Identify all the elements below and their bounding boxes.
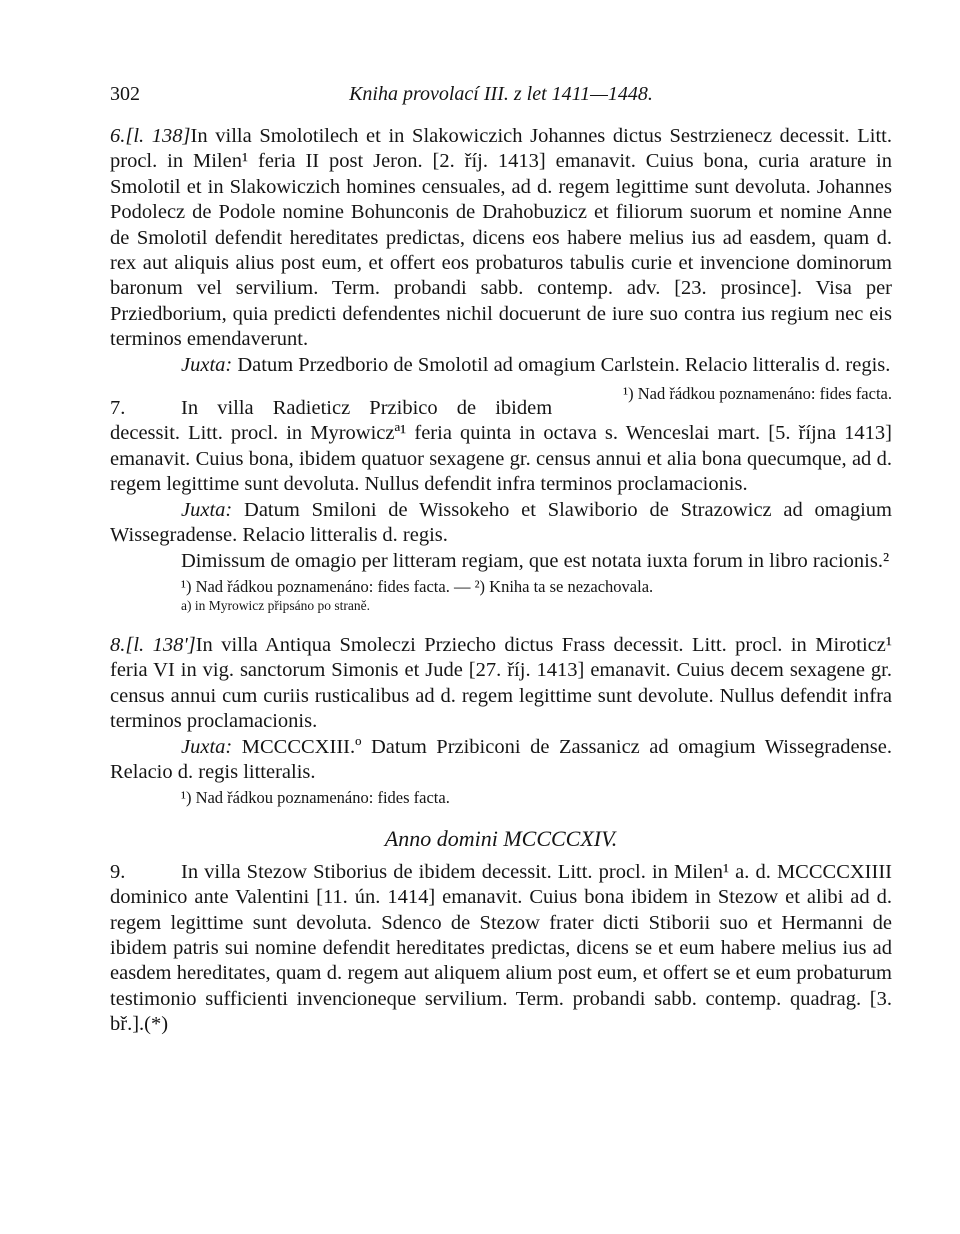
entry-7-body	[110, 396, 892, 498]
entry-number: 7.	[110, 397, 126, 420]
juxta-label: Juxta:	[181, 498, 233, 521]
year-heading: Anno domini MCCCCXIV.	[384, 826, 618, 852]
entry-text: In villa Stezow Stiborius de ibidem decessit. Litt. procl. in Milen¹ a. d. MCCCCXIIII dominico ante Valentini [11. ún. 1414] emanavit. Cuius bona ibidem in Stezow et alibi ad d. regem legittime sunt devoluta. Sdenco de Stezow frater dicti Stiborii suo et Hermanni de ibidem patris sui nomine defendit hereditates predictas, dicens se et eum habere melius ius ad easdem hereditates, quam d. regem aut aliquem alium post eum, et offert se et eum probaturum testimonio sufficienti invencioneque servilium. Term. probandi sabb. contemp. quadrag. [3. bř.].(*)	[110, 860, 892, 1036]
juxta-text: Datum Przedborio de Smolotil ad omagium Carlstein. Relacio litteralis d. regis.	[237, 353, 891, 376]
juxta-text: MCCCCXIII.º Datum Przibiconi de Zassanicz ad omagium Wissegradense. Relacio d. regis litteralis.	[110, 735, 892, 783]
entry-8-footnote: ¹) Nad řádkou poznamenáno: fides facta.	[181, 788, 450, 808]
entry-7-extra: Dimissum de omagio per litteram regiam, que est notata iuxta forum in libro racionis.²	[181, 549, 890, 572]
entry-text: In villa Antiqua Smoleczi Prziecho dictus Frass decessit. Litt. procl. in Miroticz¹ feria VI in vig. sanctorum Simonis et Jude [27. říj. 1413] emanavit. Cuius decem sexagene gr. census annui cum curiis rusticalibus ad d. regem legittime sunt devolute. Nullus defendit infra terminos proclamacionis.	[110, 633, 892, 733]
entry-6-footnote: ¹) Nad řádkou poznamenáno: fides facta.	[623, 384, 892, 404]
entry-9-body	[110, 860, 892, 1038]
entry-6	[110, 124, 892, 404]
entry-8-juxta	[110, 735, 892, 786]
page-body	[110, 124, 892, 1038]
juxta-label: Juxta:	[181, 353, 233, 376]
entry-7-juxta	[110, 498, 892, 549]
entry-6-juxta	[110, 353, 892, 404]
entry-text: In villa Smolotilech et in Slakowiczich Johannes dictus Sestrzienecz decessit. Litt. procl. in Milen¹ feria II post Jeron. [2. říj. 1413] emanavit. Cuius bona, curia arature in Smolotil et in Slakowiczich homines censuales, ad d. regem legittime sunt devoluta. Johannes Podolecz de Podole nomine Bohunconis de Drahobuzicz et filiorum suorum et nomine Anne de Smolotil defendit hereditates predictas, dicens eos habere melius ius ad easdem, quam d. rex aut aliquis alius post eum, et offert eos probaturos tabulis curie et invencione dominorum baronum vel servilium. Term. probandi sabb. contemp. adv. [23. prosince]. Visa per Prziedborium, quia predicti defendentes nichil docuerunt de iure suo contra ius regium nec eis terminos emendaverunt.	[110, 125, 892, 351]
page-header	[110, 83, 892, 113]
entry-number: 9.	[110, 860, 126, 883]
entry-number: 6.[l. 138]	[110, 125, 191, 147]
entry-7-footnote: ¹) Nad řádkou poznamenáno: fides facta. — ²) Kniha ta se nezachovala.	[181, 576, 654, 596]
running-head: Kniha provolací III. z let 1411—1448.	[349, 83, 653, 105]
page-number: 302	[110, 83, 140, 105]
entry-9	[110, 860, 892, 1038]
entry-number: 8.[l. 138']	[110, 633, 196, 656]
entry-8	[110, 633, 892, 808]
entry-7-footnote-a: a) in Myrowicz připsáno po straně.	[181, 597, 370, 613]
juxta-text: Datum Smiloni de Wissokeho et Slawiborio de Strazowicz ad omagium Wissegradense. Relacio litteralis d. regis.	[110, 498, 892, 547]
entry-7	[110, 396, 892, 615]
entry-6-body	[110, 124, 892, 353]
entry-8-body	[110, 633, 892, 735]
juxta-label: Juxta:	[181, 735, 233, 758]
entry-text: In villa Radieticz Przibico de ibidem decessit. Litt. procl. in Myrowiczª¹ feria quinta in octava s. Wenceslai mart. [5. října 1413] emanavit. Cuius bona, ibidem quatuor sexagene gr. census annui et alia bona quecumque, ad d. regem legittime sunt devoluta. Nullus defendit infra terminos proclamacionis.	[110, 397, 892, 496]
